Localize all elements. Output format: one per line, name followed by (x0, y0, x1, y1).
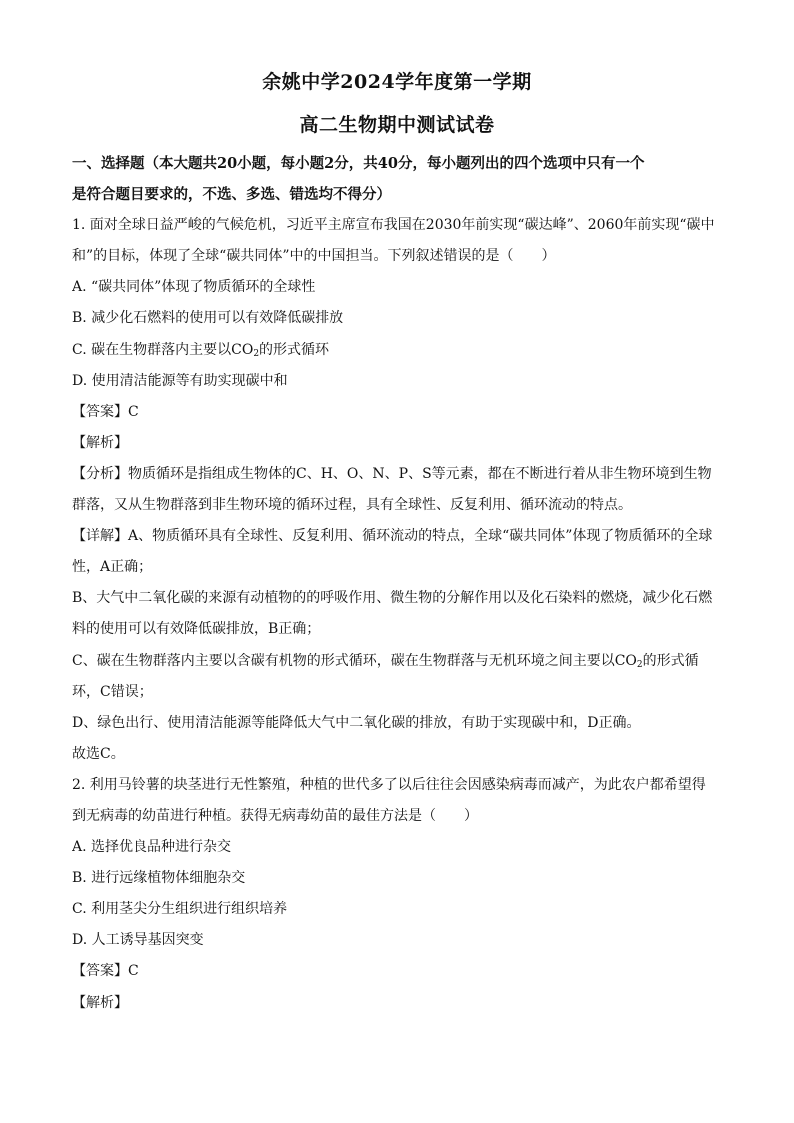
section-heading-cont: 是符合题目要求的，不选、多选、错选均不得分） (72, 186, 391, 204)
document-content (72, 148, 724, 1019)
q2-option-d: D. 人工诱导基因突变 (72, 932, 204, 949)
q1-option-c-subscript: 2 (253, 348, 260, 359)
q1-stem: 1. 面对全球日益严峻的气候危机，习近平主席宣布我国在2030年前实现“碳达峰”、2060年前实现“碳中 (72, 217, 715, 234)
q1-fenxi: 【分析】物质循环是指组成生物体的C、H、O、N、P、S等元素，都在不断进行着从非生物环境到生物 (72, 465, 712, 482)
q2-answer: 【答案】C (72, 963, 139, 980)
q1-option-c (72, 335, 724, 366)
q1-detail-c (72, 646, 724, 677)
q2-stem: 2. 利用马铃薯的块茎进行无性繁殖，种植的世代多了以后往往会因感染病毒而减产，为此农户都希望得 (72, 776, 706, 793)
q1-detail-c-cont: 环，C错误； (72, 683, 153, 700)
q2-stem-cont: 到无病毒的幼苗进行种植。获得无病毒幼苗的最佳方法是（ ） (72, 807, 478, 824)
section-heading: 一、选择题（本大题共20小题，每小题2分，共40分，每小题列出的四个选项中只有一个 (72, 155, 645, 172)
q1-detail-cont: 性，A正确； (72, 559, 153, 576)
q2-analysis-label: 【解析】 (72, 994, 128, 1011)
q1-stem-cont: 和”的目标，体现了全球“碳共同体”中的中国担当。下列叙述错误的是（ ） (72, 248, 556, 265)
q1-option-c-text-end: 的形式循环 (259, 341, 330, 358)
q1-answer: 【答案】C (72, 403, 139, 420)
exam-title: 余姚中学2024学年度第一学期 (262, 71, 532, 93)
exam-subtitle: 高二生物期中测试试卷 (299, 114, 495, 136)
q2-option-b: B. 进行远缘植物体细胞杂交 (72, 870, 246, 887)
q1-detail: 【详解】A、物质循环具有全球性、反复利用、循环流动的特点，全球“碳共同体”体现了物质循环的全球 (72, 528, 713, 545)
q1-detail-b-cont: 料的使用可以有效降低碳排放，B正确； (72, 621, 321, 638)
q1-conclusion: 故选C。 (72, 745, 125, 762)
q1-detail-d: D、绿色出行、使用清洁能源等能降低大气中二氧化碳的排放，有助于实现碳中和，D正确。 (72, 714, 641, 731)
q1-fenxi-cont: 群落，又从生物群落到非生物环境的循环过程，具有全球性、反复利用、循环流动的特点。 (72, 497, 632, 514)
q2-option-a: A. 选择优良品种进行杂交 (72, 839, 232, 856)
q2-option-c: C. 利用茎尖分生组织进行组织培养 (72, 901, 288, 918)
q1-detail-b: B、大气中二氧化碳的来源有动植物的的呼吸作用、微生物的分解作用以及化石染料的燃烧，减少化石燃 (72, 590, 713, 607)
q1-option-c-text: C. 碳在生物群落内主要以CO (72, 341, 254, 358)
q1-analysis-label: 【解析】 (72, 434, 128, 451)
q1-option-a: A. “碳共同体”体现了物质循环的全球性 (72, 279, 316, 296)
q1-option-d: D. 使用清洁能源等有助实现碳中和 (72, 372, 288, 389)
q1-detail-c-text-end: 的形式循 (642, 652, 699, 669)
q1-detail-c-text: C、碳在生物群落内主要以含碳有机物的形式循环，碳在生物群落与无机环境之间主要以CO (72, 652, 637, 669)
q1-detail-c-subscript: 2 (636, 659, 643, 670)
q1-option-b: B. 减少化石燃料的使用可以有效降低碳排放 (72, 310, 344, 327)
